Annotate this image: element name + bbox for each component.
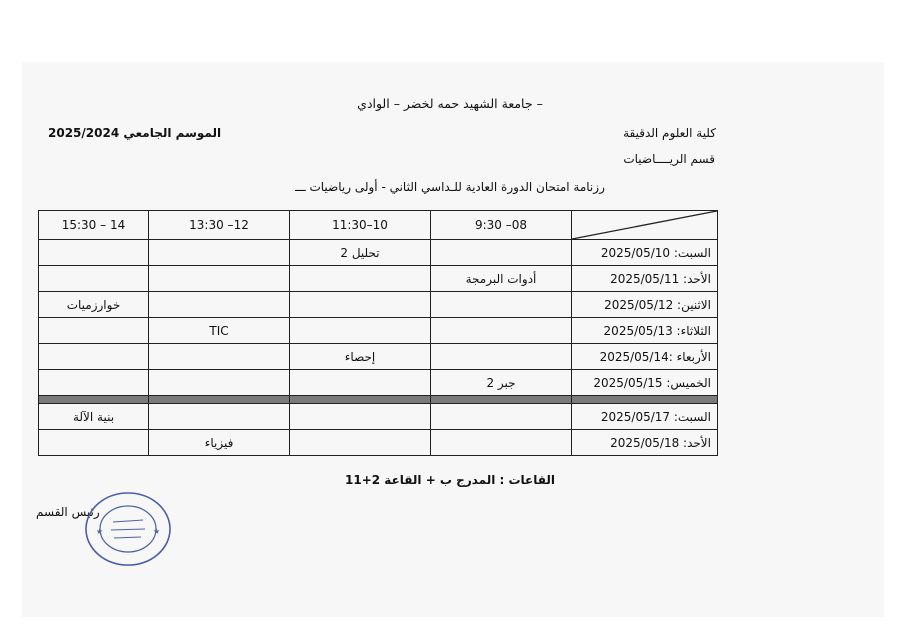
department-stamp: [83, 490, 173, 568]
time-slot-header: 14 – 15:30: [39, 211, 149, 240]
table-header-row: [39, 211, 718, 240]
day-cell: الأربعاء :2025/05/14: [572, 344, 718, 370]
day-cell: السبت: 2025/05/10: [572, 240, 718, 266]
svg-text:★: ★: [153, 527, 161, 536]
table-row: [39, 266, 718, 292]
table-row: [39, 370, 718, 396]
exam-cell: أدوات البرمجة: [431, 266, 572, 292]
exam-cell: [39, 318, 149, 344]
exam-cell: [149, 240, 290, 266]
exam-cell: جبر 2: [431, 370, 572, 396]
exam-cell: [431, 344, 572, 370]
time-slot-header: 08– 9:30: [431, 211, 572, 240]
table-row: [39, 240, 718, 266]
exam-cell: [431, 318, 572, 344]
exam-cell: [290, 318, 431, 344]
exam-cell: [290, 430, 431, 456]
schedule-title: رزنامة امتحان الدورة العادية للـداسي الثاني - أولى رياضيات ـــ: [295, 180, 605, 194]
table-row: [39, 404, 718, 430]
day-cell: الأحد: 2025/05/18: [572, 430, 718, 456]
time-slot-header: 12– 13:30: [149, 211, 290, 240]
exam-cell: [290, 404, 431, 430]
head-of-department-label: رئيس القسم: [36, 505, 100, 519]
day-cell: السبت: 2025/05/17: [572, 404, 718, 430]
exam-cell: [290, 370, 431, 396]
university-name: جامعة الشهيد حمه لخضر – الوادي –: [357, 96, 543, 111]
day-cell: الخميس: 2025/05/15: [572, 370, 718, 396]
exam-cell: [149, 344, 290, 370]
exam-cell: [431, 240, 572, 266]
day-cell: الاثنين: 2025/05/12: [572, 292, 718, 318]
exam-cell: [431, 404, 572, 430]
exam-cell: [431, 430, 572, 456]
exam-cell: [149, 292, 290, 318]
exam-cell: [149, 266, 290, 292]
separator-cell: [39, 396, 149, 404]
exam-cell: TIC: [149, 318, 290, 344]
exam-cell: [431, 292, 572, 318]
table-row: [39, 292, 718, 318]
corner-cell: [572, 211, 718, 240]
diagonal-line: [572, 211, 717, 239]
time-slot-header: 10–11:30: [290, 211, 431, 240]
exam-cell: [39, 240, 149, 266]
table-row: [39, 318, 718, 344]
faculty-name: كلية العلوم الدقيقة: [623, 126, 716, 140]
day-cell: الثلاثاء: 2025/05/13: [572, 318, 718, 344]
separator-cell: [290, 396, 431, 404]
exam-cell: إحصاء: [290, 344, 431, 370]
separator-cell: [149, 396, 290, 404]
exam-cell: [39, 430, 149, 456]
exam-cell: [39, 266, 149, 292]
table-row: [39, 344, 718, 370]
table-row: [39, 430, 718, 456]
exam-halls-note: القاعات : المدرج ب + القاعة 2+11: [344, 473, 555, 487]
week-separator-row: [39, 396, 718, 404]
day-cell: الأحد: 2025/05/11: [572, 266, 718, 292]
exam-cell: خوارزميات: [39, 292, 149, 318]
academic-season: الموسم الجامعي 2025/2024: [48, 126, 222, 140]
exam-cell: [149, 404, 290, 430]
exam-cell: [290, 292, 431, 318]
separator-cell: [572, 396, 718, 404]
exam-cell: [149, 370, 290, 396]
separator-cell: [431, 396, 572, 404]
exam-cell: بنية الآلة: [39, 404, 149, 430]
exam-cell: تحليل 2: [290, 240, 431, 266]
department-name: قسم الريــــاضيات: [623, 152, 715, 166]
exam-cell: [290, 266, 431, 292]
exam-cell: [39, 370, 149, 396]
exam-cell: فيزياء: [149, 430, 290, 456]
svg-text:★: ★: [96, 527, 104, 536]
exam-schedule-table: [38, 210, 718, 456]
exam-cell: [39, 344, 149, 370]
